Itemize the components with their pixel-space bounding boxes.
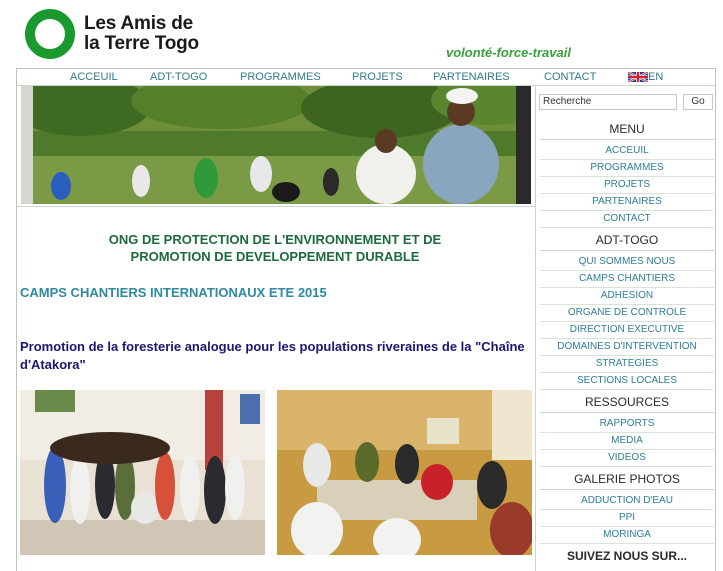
nav-item-partenaires[interactable]: PARTENAIRES (433, 71, 510, 83)
sidebar-item-adduction-eau[interactable]: ADDUCTION D'EAU (540, 493, 714, 510)
sidebar-item-projets[interactable]: PROJETS (540, 177, 714, 194)
workshop-photo[interactable] (277, 390, 532, 555)
section-subheading[interactable]: CAMPS CHANTIERS INTERNATIONAUX ETE 2015 (20, 285, 327, 300)
top-navigation (17, 69, 715, 86)
sidebar-item-programmes[interactable]: PROGRAMMES (540, 160, 714, 177)
site-header (0, 0, 723, 68)
sidebar-item-partenaires[interactable]: PARTENAIRES (540, 194, 714, 211)
sidebar-item-strategies[interactable]: STRATEGIES (540, 356, 714, 373)
sidebar-item-media[interactable]: MEDIA (540, 433, 714, 450)
sidebar-item-acceuil[interactable]: ACCEUIL (540, 143, 714, 160)
search-go-button[interactable]: Go (683, 94, 713, 110)
sidebar-item-contact[interactable]: CONTACT (540, 211, 714, 228)
page-headline (40, 231, 510, 265)
friends-of-earth-logo-icon[interactable] (24, 8, 76, 60)
sidebar-adt-heading: ADT-TOGO (540, 230, 714, 251)
sidebar-galerie-heading: GALERIE PHOTOS (540, 469, 714, 490)
article-title[interactable]: Promotion de la foresterie analogue pour les populations riveraines de la "Chaîne d'Atakora" (20, 339, 525, 372)
sidebar-item-qui-sommes-nous[interactable]: QUI SOMMES NOUS (540, 254, 714, 271)
logo-line-2: la Terre Togo (84, 33, 199, 54)
column-divider (535, 86, 536, 571)
site-logo-text[interactable] (84, 14, 199, 54)
nav-item-contact[interactable]: CONTACT (544, 71, 597, 83)
nav-item-programmes[interactable]: PROGRAMMES (240, 71, 321, 83)
site-motto: volonté-force-travail (446, 45, 571, 60)
sidebar-item-sections-locales[interactable]: SECTIONS LOCALES (540, 373, 714, 390)
sidebar-ressources-heading: RESSOURCES (540, 392, 714, 413)
sidebar-item-videos[interactable]: VIDEOS (540, 450, 714, 467)
logo-line-1: Les Amis de (84, 13, 194, 34)
sidebar-item-rapports[interactable]: RAPPORTS (540, 416, 714, 433)
sidebar-item-adhesion[interactable]: ADHESION (540, 288, 714, 305)
headline-line-2: PROMOTION DE DEVELOPPEMENT DURABLE (130, 249, 420, 264)
sidebar-item-moringa[interactable]: MORINGA (540, 527, 714, 544)
nav-item-acceuil[interactable]: ACCEUIL (70, 71, 118, 83)
sidebar-item-ppi[interactable]: PPI (540, 510, 714, 527)
banner-divider (17, 206, 535, 207)
sidebar-menu-heading: MENU (540, 119, 714, 140)
nav-item-adt-togo[interactable]: ADT-TOGO (150, 71, 208, 83)
search-input[interactable]: Recherche (539, 94, 677, 110)
uk-flag-icon[interactable] (628, 72, 648, 82)
group-photo[interactable] (20, 390, 265, 555)
sidebar-item-direction-executive[interactable]: DIRECTION EXECUTIVE (540, 322, 714, 339)
banner-photo (21, 86, 531, 204)
language-switch-en[interactable]: EN (648, 71, 664, 83)
sidebar-item-domaines-intervention[interactable]: DOMAINES D'INTERVENTION (540, 339, 714, 356)
nav-item-projets[interactable]: PROJETS (352, 71, 403, 83)
sidebar-item-organe-de-controle[interactable]: ORGANE DE CONTROLE (540, 305, 714, 322)
sidebar-suivez-heading: SUIVEZ NOUS SUR... (566, 549, 688, 563)
sidebar-item-camps-chantiers[interactable]: CAMPS CHANTIERS (540, 271, 714, 288)
headline-line-1: ONG DE PROTECTION DE L'ENVIRONNEMENT ET DE (108, 232, 442, 247)
